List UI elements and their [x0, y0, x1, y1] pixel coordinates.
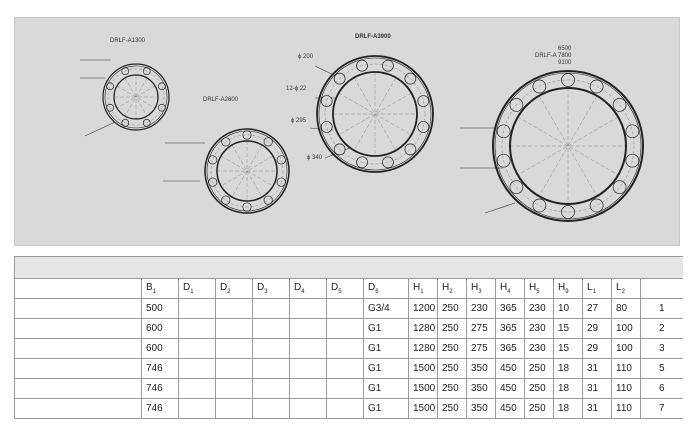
row-index: 1: [641, 299, 683, 319]
cell-d6: G1: [364, 379, 409, 399]
table-row: [15, 339, 683, 359]
table-header-row: [15, 279, 683, 299]
dim-holes: 12-ϕ 22: [286, 86, 307, 92]
table-row: [15, 399, 683, 419]
cell-d2: [216, 379, 253, 399]
cell-l2: 110: [612, 359, 641, 379]
dim-340: ϕ 340: [307, 155, 323, 161]
cell-h9: 18: [554, 399, 583, 419]
table-row: [15, 359, 683, 379]
cell-d6: G3/4: [364, 299, 409, 319]
cell-h4: 450: [496, 379, 525, 399]
column-header-h5: $H_5$: [525, 279, 554, 299]
cell-d5: [327, 399, 364, 419]
cell-d6: G1: [364, 359, 409, 379]
cell-d3: [253, 379, 290, 399]
cell-d5: [327, 339, 364, 359]
label-drlf-a1300: DRLF-A1300: [110, 38, 146, 44]
flange-a7800-bolt-hole: [626, 125, 639, 138]
column-header-d6: $D_6$: [364, 279, 409, 299]
cell-d1: [179, 379, 216, 399]
label-drlf-a2600: DRLF-A2600: [203, 97, 239, 103]
table-row: [15, 379, 683, 399]
cell-l1: 29: [583, 319, 612, 339]
cell-h5: 230: [525, 319, 554, 339]
cell-d1: [179, 339, 216, 359]
cell-h4: 365: [496, 319, 525, 339]
row-index: 7: [641, 399, 683, 419]
flange-a7800-bolt-hole: [613, 181, 626, 194]
cell-l2: 110: [612, 399, 641, 419]
cell-h3: 350: [467, 399, 496, 419]
cell-h1: 1500: [409, 379, 438, 399]
cell-h5: 230: [525, 299, 554, 319]
cell-h3: 275: [467, 319, 496, 339]
flange-drawings: [15, 18, 679, 245]
cell-d3: [253, 319, 290, 339]
leader-line: [485, 203, 515, 213]
cell-h2: 250: [438, 299, 467, 319]
cell-d4: [290, 319, 327, 339]
table-top-band: [15, 257, 683, 279]
cell-b1: 746: [142, 359, 179, 379]
cell-h1: 1500: [409, 359, 438, 379]
cell-b1: 746: [142, 379, 179, 399]
column-header-h2: $H_2$: [438, 279, 467, 299]
cell-d3: [253, 299, 290, 319]
row-index: 5: [641, 359, 683, 379]
cell-h4: 450: [496, 399, 525, 419]
row-index: 3: [641, 339, 683, 359]
cell-d2: [216, 339, 253, 359]
flange-a3900-bolt-hole: [382, 60, 393, 71]
column-header-l2: $L_2$: [612, 279, 641, 299]
cell-l1: 27: [583, 299, 612, 319]
cell-h3: 350: [467, 379, 496, 399]
cell-h1: 1280: [409, 319, 438, 339]
cell-h4: 365: [496, 339, 525, 359]
cell-d1: [179, 319, 216, 339]
cell-d4: [290, 379, 327, 399]
cell-b1: 600: [142, 319, 179, 339]
cell-h2: 250: [438, 359, 467, 379]
cell-h1: 1200: [409, 299, 438, 319]
cell-h4: 365: [496, 299, 525, 319]
cell-d3: [253, 399, 290, 419]
cell-l1: 31: [583, 379, 612, 399]
label-big-drlf-a7800: DRLF-A 7800: [535, 53, 572, 59]
cell-h5: 250: [525, 359, 554, 379]
flange-a7800-bolt-hole: [626, 154, 639, 167]
cell-d1: [179, 299, 216, 319]
cell-d3: [253, 359, 290, 379]
cell-h9: 15: [554, 339, 583, 359]
cell-h9: 18: [554, 379, 583, 399]
cell-h9: 18: [554, 359, 583, 379]
cell-h5: 230: [525, 339, 554, 359]
cell-h3: 230: [467, 299, 496, 319]
cell-h9: 10: [554, 299, 583, 319]
column-header-h9: $H_9$: [554, 279, 583, 299]
cell-d3: [253, 339, 290, 359]
dim-200: ϕ 200: [298, 54, 314, 60]
cell-d6: G1: [364, 399, 409, 419]
cell-d2: [216, 299, 253, 319]
flange-a7800-bolt-hole: [562, 206, 575, 219]
cell-h5: 250: [525, 379, 554, 399]
cell-l1: 31: [583, 399, 612, 419]
cell-l2: 110: [612, 379, 641, 399]
column-header-d1: $D_1$: [179, 279, 216, 299]
flange-a3900-bolt-hole: [405, 73, 416, 84]
cell-d5: [327, 359, 364, 379]
flange-a7800-bolt-hole: [533, 199, 546, 212]
flange-a3900-bolt-hole: [405, 144, 416, 155]
column-header-d2: $D_2$: [216, 279, 253, 299]
cell-d4: [290, 339, 327, 359]
cell-h4: 450: [496, 359, 525, 379]
cell-l1: 29: [583, 339, 612, 359]
cell-d6: G1: [364, 319, 409, 339]
column-header-d5: $D_5$: [327, 279, 364, 299]
cell-d5: [327, 299, 364, 319]
cell-d2: [216, 359, 253, 379]
cell-b1: 600: [142, 339, 179, 359]
cell-b1: 500: [142, 299, 179, 319]
cell-h2: 250: [438, 399, 467, 419]
column-header-h4: $H_4$: [496, 279, 525, 299]
row-index: 6: [641, 379, 683, 399]
cell-d2: [216, 399, 253, 419]
cell-d4: [290, 399, 327, 419]
cell-d2: [216, 319, 253, 339]
spec-table: [14, 256, 683, 419]
cell-d5: [327, 319, 364, 339]
flange-a3900-bolt-hole: [418, 121, 429, 132]
cell-d1: [179, 399, 216, 419]
column-header-b1: $B_1$: [142, 279, 179, 299]
cell-h5: 250: [525, 399, 554, 419]
cell-h2: 250: [438, 319, 467, 339]
column-header-l1: $L_1$: [583, 279, 612, 299]
cell-l1: 31: [583, 359, 612, 379]
cell-h2: 250: [438, 339, 467, 359]
cell-l2: 100: [612, 339, 641, 359]
cell-l2: 100: [612, 319, 641, 339]
row-index: 2: [641, 319, 683, 339]
cell-h3: 275: [467, 339, 496, 359]
label-big-9100: 9100: [558, 60, 572, 66]
cell-d4: [290, 359, 327, 379]
label-big-6500: 6500: [558, 46, 572, 52]
cell-h1: 1280: [409, 339, 438, 359]
technical-drawing-panel: [14, 17, 680, 246]
cell-l2: 80: [612, 299, 641, 319]
cell-h3: 350: [467, 359, 496, 379]
cell-h9: 15: [554, 319, 583, 339]
flange-a3900-bolt-hole: [321, 121, 332, 132]
table-row: [15, 319, 683, 339]
cell-h2: 250: [438, 379, 467, 399]
column-header-d3: $D_3$: [253, 279, 290, 299]
label-drlf-a3900: DRLF-A3900: [355, 34, 391, 40]
column-header-h1: $H_1$: [409, 279, 438, 299]
flange-a7800-bolt-hole: [613, 98, 626, 111]
cell-d1: [179, 359, 216, 379]
cell-b1: 746: [142, 399, 179, 419]
cell-d5: [327, 379, 364, 399]
column-header-h3: $H_3$: [467, 279, 496, 299]
table-row: [15, 299, 683, 319]
column-header-d4: $D_4$: [290, 279, 327, 299]
flange-a3900-bolt-hole: [321, 96, 332, 107]
dim-295: ϕ 295: [291, 118, 307, 124]
cell-d6: G1: [364, 339, 409, 359]
cell-d4: [290, 299, 327, 319]
flange-a7800-bolt-hole: [590, 199, 603, 212]
leader-line: [85, 122, 115, 136]
cell-h1: 1500: [409, 399, 438, 419]
